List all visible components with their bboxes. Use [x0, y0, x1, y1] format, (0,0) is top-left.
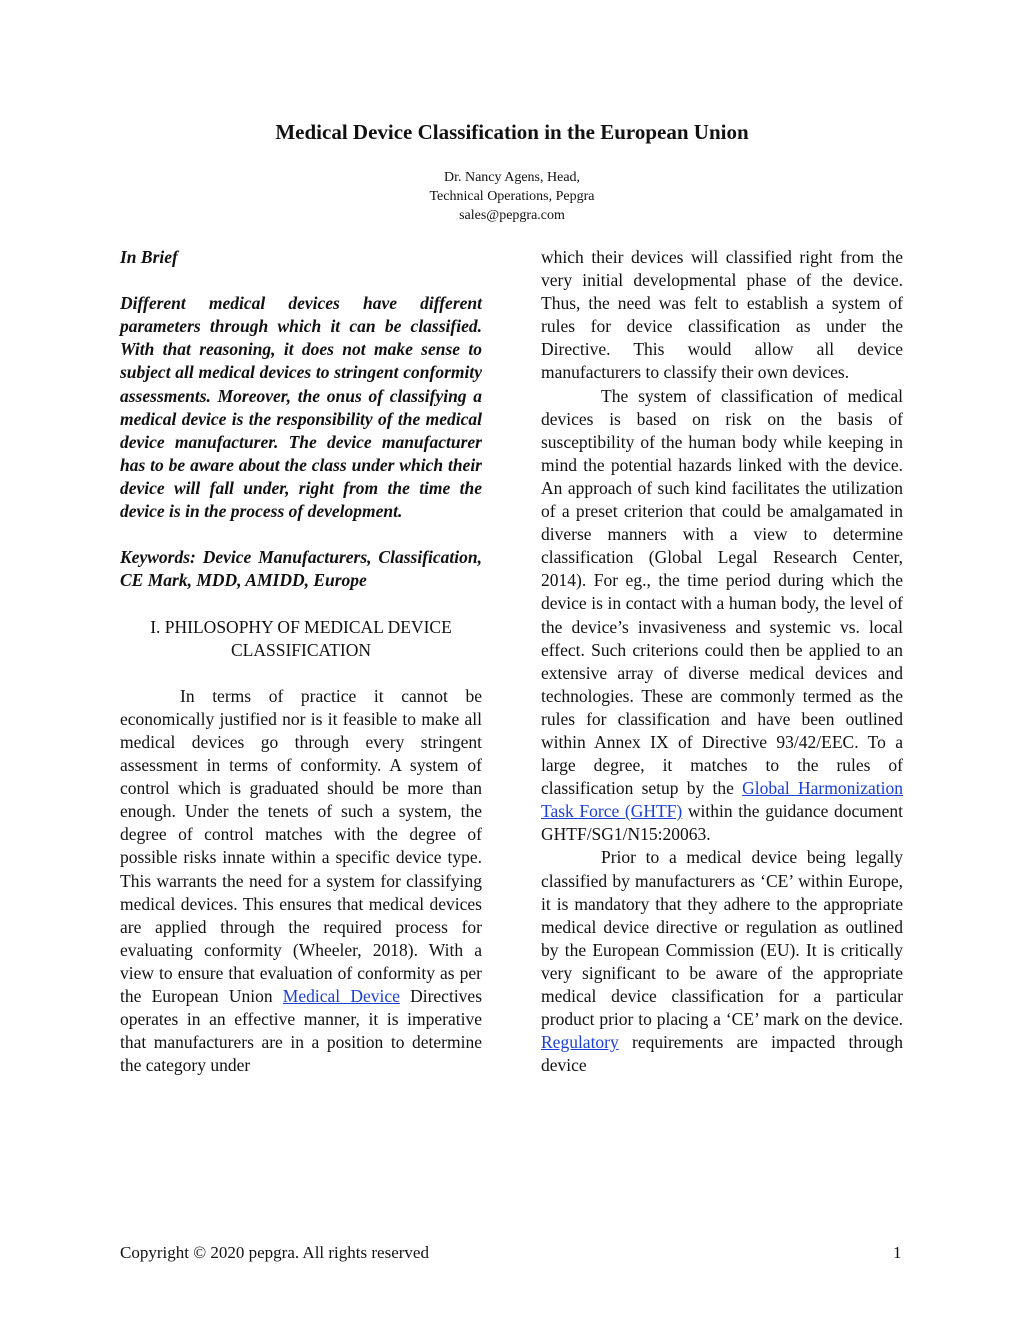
ghtf-link[interactable]: Global Harmonization Task Force (GHTF): [541, 778, 903, 822]
right-column: [541, 246, 903, 1077]
paragraph-2: [541, 385, 903, 847]
paragraph-3: [541, 846, 903, 1077]
brief-abstract: Different medical devices have different parameters through which it can be classified. With that reasoning, it does not make sense to subject all medical devices to stringent conformity assessments. Moreover, the onus of classifying a medical device is the responsibility of the medical device manufacturer. The device manufacturer has to be aware about the class under which their device will fall under, right from the time the device is in the process of development.: [120, 293, 482, 522]
page-number: 1: [893, 1243, 902, 1262]
paragraph-3-text-a: Prior to a medical device being legally classified by manufacturers as ‘CE’ within Europe, it is mandatory that they adhere to the appropriate medical device directive or regulation as outlined by the European Commission (EU). It is critically very significant to be aware of the appropriate medical device classification for a particular product prior to placing a ‘CE’ mark on the device.: [541, 847, 903, 1030]
author-email: sales@pepgra.com: [459, 208, 565, 223]
paragraph-1-start: [120, 685, 482, 1078]
paragraph-1-text-a: In terms of practice it cannot be economically justified nor is it feasible to make all medical devices go through every stringent assessment in terms of conformity. A system of control which is graduated should be more than enough. Under the tenets of such a system, the degree of control matches with the degree of possible risks innate within a specific device type. This warrants the need for a system for classifying medical devices. This ensures that medical devices are applied through the required process for evaluating conformity (Wheeler, 2018). With a view to ensure that evaluation of conformity as per the European Union: [120, 685, 482, 1006]
paper-title: Medical Device Classification in the European Union: [275, 120, 749, 144]
paragraph-1-continued: which their devices will classified right from the very initial developmental phase of the device. Thus, the need was felt to establish a system of rules for device classification as under the Directive. This would allow all device manufacturers to classify their own devices.: [541, 247, 903, 383]
author-block: [0, 168, 1024, 225]
section-heading-line2: CLASSIFICATION: [230, 639, 372, 660]
regulatory-link[interactable]: Regulatory: [541, 1032, 619, 1053]
author-affiliation: Technical Operations, Pepgra: [429, 189, 595, 204]
brief-heading: In Brief: [120, 247, 178, 267]
section-heading: [120, 616, 482, 662]
medical-device-link[interactable]: Medical Device: [282, 986, 400, 1006]
paragraph-2-text-a: The system of classification of medical devices is based on risk on the basis of susceptibility of the human body while keeping in mind the potential hazards linked with the device. An approach of such kind facilitates the utilization of a preset criterion that could be amalgamated in diverse manners with a view to determine classification (Global Legal Research Center, 2014). For eg., the time period during which the device is in contact with a human body, the level of the device’s invasiveness and systemic vs. local effect. Such criterions could then be applied to an extensive array of diverse medical devices and technologies. These are commonly termed as the rules for classification and have been outlined within Annex IX of Directive 93/42/EEC. To a large degree, it matches to the rules of classification setup by the: [541, 385, 903, 799]
author-name: Dr. Nancy Agens, Head,: [443, 170, 581, 185]
footer-copyright: Copyright © 2020 pepgra. All rights reserved: [120, 1243, 429, 1262]
left-column: [120, 246, 482, 1077]
paragraph-1-text-b-left: Directives operates in an effective manner, it is imperative that manufacturers are in a position to determine the category under: [120, 986, 483, 1076]
paragraph-3-text-b: requirements are impacted through device: [541, 1032, 903, 1076]
paragraph-2-text-b: within the guidance document GHTF/SG1/N15:20063.: [541, 801, 903, 845]
section-heading-line1: I. PHILOSOPHY OF MEDICAL DEVICE: [150, 616, 452, 637]
keywords: Keywords: Device Manufacturers, Classification, CE Mark, MDD, AMIDD, Europe: [120, 547, 482, 591]
